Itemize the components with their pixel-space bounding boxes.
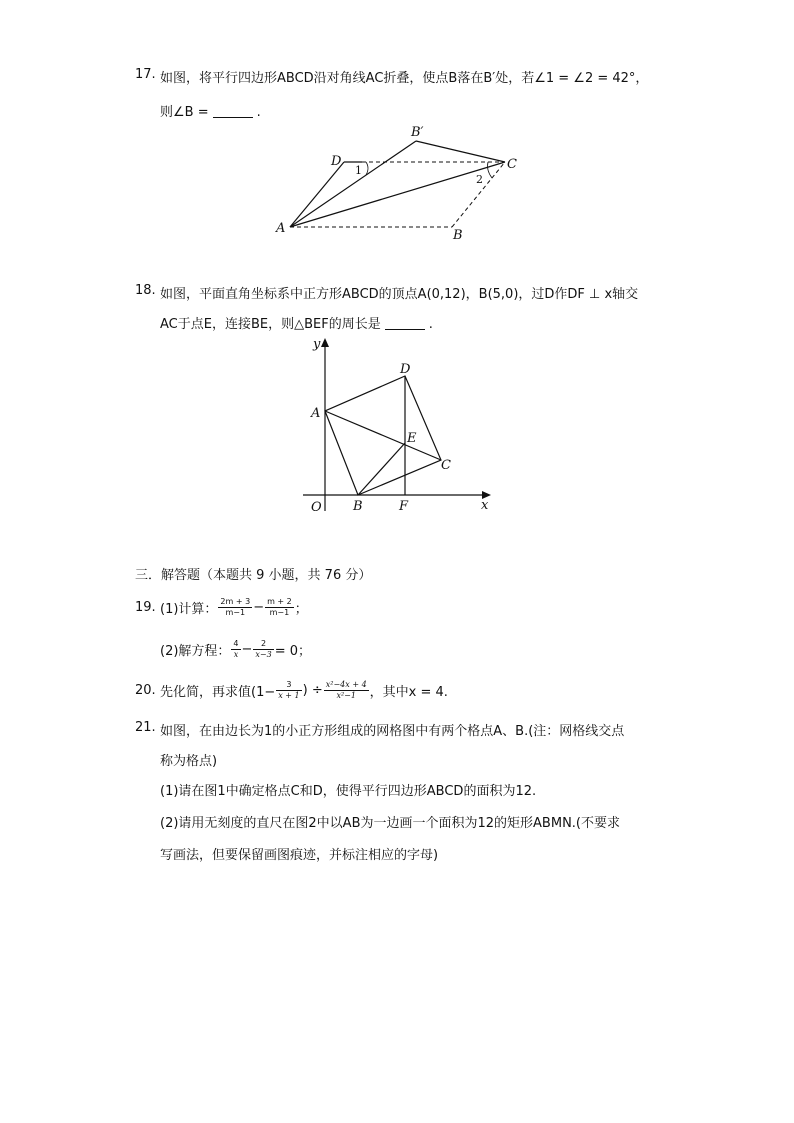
- q18-y-axis-arrow: [321, 338, 329, 347]
- q17-line2-prefix: 则∠B =: [160, 105, 209, 120]
- q17-label-a: A: [276, 221, 286, 236]
- q17-text-line1: 如图，将平行四边形ABCD沿对角线AC折叠，使点B落在B′处，若∠1 = ∠2 = 42°，: [160, 71, 649, 86]
- q19-part1-fraction2: [265, 597, 294, 618]
- section3-heading: 三．解答题（本题共 9 小题，共 76 分）: [135, 568, 372, 583]
- q17-label-b: B: [453, 228, 463, 243]
- q20-f1-denominator: x + 1: [278, 690, 300, 700]
- q17-edge-ab-prime: [290, 141, 416, 227]
- q20-f2-denominator: x²−1: [336, 690, 356, 700]
- q18-segment-be: [358, 443, 405, 495]
- q21-text-line2: 称为格点): [160, 754, 218, 769]
- q21-part2-line1: (2)请用无刻度的直尺在图2中以AB为一边画一个面积为12的矩形ABMN.(不要求: [160, 816, 620, 831]
- q18-text-line1: 如图，平面直角坐标系中正方形ABCD的顶点A(0,12)，B(5,0)，过D作DF ⊥ x轴交: [160, 287, 639, 302]
- q19-part2-fraction2: [253, 639, 273, 660]
- q18-label-a: A: [311, 406, 321, 421]
- q21-number: 21.: [135, 720, 156, 735]
- q20-expression: [160, 677, 448, 703]
- q19-part2: [160, 636, 311, 662]
- q18-label-d: D: [400, 362, 411, 377]
- q17-label-b-prime: B′: [411, 125, 424, 140]
- q19-part1-prefix: (1)计算：: [160, 601, 218, 617]
- q17-label-angle1: 1: [355, 164, 362, 177]
- q17-number: 17.: [135, 67, 156, 82]
- q20-f1-numerator: 3: [276, 680, 301, 691]
- q20-number: 20.: [135, 683, 156, 698]
- q17-edge-ad: [290, 162, 344, 227]
- q18-answer-blank: [385, 317, 425, 330]
- q19-part1: [160, 594, 308, 620]
- q18-figure: [295, 333, 505, 518]
- q20-suffix: ，其中x = 4.: [369, 684, 448, 700]
- q19-p2-f1-numerator: 4: [233, 638, 239, 648]
- q17-angle1-arc: [366, 162, 368, 175]
- q17-text-line2: [160, 101, 261, 120]
- q17-label-angle2: 2: [476, 173, 483, 186]
- q18-line2-suffix: .: [428, 317, 433, 332]
- q18-label-f: F: [399, 499, 409, 514]
- q18-label-o: O: [311, 500, 322, 515]
- q20-fraction1: [276, 680, 301, 701]
- q19-part2-fraction1: [231, 639, 240, 660]
- q19-part1-end: ；: [294, 601, 308, 617]
- q18-label-x: x: [481, 498, 489, 513]
- q19-part2-prefix: (2)解方程：: [160, 643, 231, 659]
- q20-f2-numerator: x²−4x + 4: [325, 679, 367, 689]
- q17-angle2-arc: [488, 162, 493, 178]
- q19-p2-f2-denominator: x−3: [255, 649, 272, 659]
- q18-text-line2: [160, 313, 433, 332]
- q19-part2-operator: −: [241, 641, 253, 657]
- q19-p2-f1-denominator: x: [233, 649, 239, 659]
- q21-part1: (1)请在图1中确定格点C和D，使得平行四边形ABCD的面积为12.: [160, 784, 537, 799]
- q18-number: 18.: [135, 283, 156, 298]
- q17-figure: [270, 120, 530, 245]
- q19-p1-f2-numerator: m + 2: [267, 596, 292, 606]
- q19-number: 19.: [135, 600, 156, 615]
- q17-line2-suffix: .: [256, 105, 261, 120]
- q19-p1-f1-denominator: m−1: [225, 607, 246, 617]
- q20-mid: ) ÷: [302, 682, 323, 698]
- q17-label-c: C: [507, 157, 517, 172]
- q21-text-line1: 如图，在由边长为1的小正方形组成的网格图中有两个格点A、B.(注：网格线交点: [160, 724, 625, 739]
- q19-part1-operator: −: [253, 599, 265, 615]
- q17-diagonal-ac: [290, 162, 505, 227]
- q19-p1-f2-denominator: m−1: [269, 607, 290, 617]
- q17-edge-bc: [452, 162, 505, 227]
- q18-line2-prefix: AC于点E，连接BE，则△BEF的周长是: [160, 317, 381, 332]
- q18-label-c: C: [441, 458, 451, 473]
- q19-part1-fraction1: [218, 597, 252, 618]
- q18-label-e: E: [407, 431, 417, 446]
- q21-part2-line2: 写画法，但要保留画图痕迹，并标注相应的字母): [160, 848, 439, 863]
- q18-label-b: B: [353, 499, 363, 514]
- q20-fraction2: [324, 680, 369, 701]
- q19-p2-f2-numerator: 2: [253, 639, 273, 650]
- q17-edge-b-prime-c: [416, 141, 505, 162]
- q17-label-d: D: [331, 154, 342, 169]
- q17-answer-blank: [213, 105, 253, 118]
- q19-p1-f1-numerator: 2m + 3: [220, 596, 251, 606]
- q19-part2-end: = 0；: [274, 643, 312, 659]
- q20-prefix: 先化简，再求值(1−: [160, 684, 276, 700]
- q18-label-y: y: [313, 337, 321, 352]
